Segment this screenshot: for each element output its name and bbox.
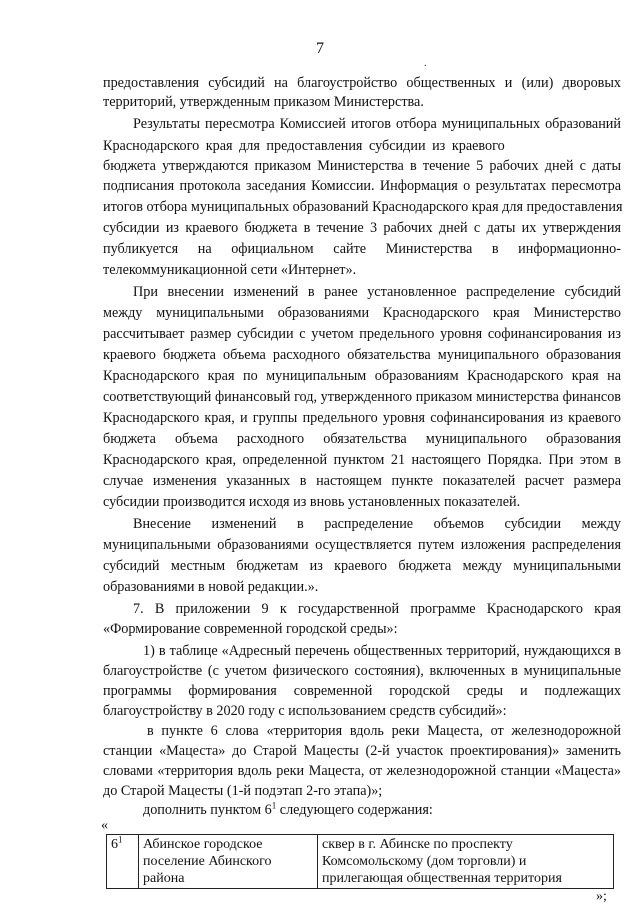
text-line: благоустройстве (с учетом физического состояния), включенных в муниципальные: [103, 663, 621, 679]
text-line: образованиями в новой редакции.».: [103, 579, 319, 595]
text-line: При внесении изменений в ранее установленное распределение субсидий: [133, 284, 621, 300]
stray-mark: .: [424, 58, 427, 69]
row-number-cell: $6^1$: [107, 835, 139, 889]
address-table: [106, 834, 614, 889]
text-line: Краснодарского края для предоставления субсидии из краевого: [103, 138, 505, 154]
text-line: публикуется на официальном сайте Министерства в информационно-: [103, 241, 621, 257]
table-row: [107, 835, 614, 889]
text-line: благоустройству в 2020 году с использованием средств субсидий»:: [103, 703, 507, 719]
text-line: субсидии из краевого бюджета в течение 3 рабочих дней с даты их утверждения: [103, 220, 621, 236]
text-line: Краснодарского края по муниципальным образованиям Краснодарского края на: [103, 368, 621, 384]
text-line: соответствующий финансовый год, утвержденного приказом министерства финансов: [103, 389, 621, 405]
text-line: субсидии производится исходя из вновь установленных показателей.: [103, 494, 521, 510]
text-line: территорий, утвержденным приказом Министерства.: [103, 94, 424, 110]
text-line: муниципальными образованиями осуществляется путем изложения распределения: [103, 537, 621, 553]
text-line: телекоммуникационной сети «Интернет».: [103, 262, 357, 278]
text-line: Результаты пересмотра Комиссией итогов отбора муниципальных образований: [133, 116, 621, 132]
text-line: словами «территория вдоль реки Мацеста, от железнодорожной станции «Мацеста»: [103, 763, 621, 779]
text-line: до Старой Мацесты (1-й подэтап 2-го этапа)»;: [103, 783, 383, 799]
text-line: Краснодарского края, и группы предельного уровня софинансирования из краевого: [103, 410, 621, 426]
page-number: 7: [316, 40, 324, 57]
municipality-cell: Абинское городское поселение Абинского района: [139, 835, 318, 889]
text-line: бюджета объема расходного обязательства муниципального образования: [103, 431, 621, 447]
text-line: Внесение изменений в распределение объемов субсидии между: [133, 516, 621, 532]
opening-quote: «: [101, 818, 108, 833]
text-line: Краснодарского края, определенной пунктом 21 настоящего Порядка. При этом в: [103, 452, 621, 468]
text-line: в пункте 6 слова «территория вдоль реки Мацеста, от железнодорожной: [147, 723, 621, 739]
text-line: подписания протокола заседания Комиссии. Информация о результатах пересмотра: [103, 178, 621, 194]
text-line: 1) в таблице «Адресный перечень общественных территорий, нуждающихся в: [143, 643, 621, 659]
text-line: рассчитывает размер субсидии с учетом предельного уровня софинансирования из: [103, 326, 621, 342]
territory-cell: сквер в г. Абинске по проспекту Комсомольскому (дом торговли) и прилегающая общественная территория: [318, 835, 614, 889]
text-line: предоставления субсидий на благоустройство общественных и (или) дворовых: [103, 75, 621, 91]
text-line: между муниципальными образованиями Краснодарского края Министерство: [103, 305, 621, 321]
text-line: «Формирование современной городской среды»:: [103, 621, 398, 637]
text-line: субсидий местным бюджетам из краевого бюджета между муниципальными: [103, 558, 621, 574]
text-line: случае изменения указанных в настоящем пункте показателей расчет размера: [103, 473, 621, 489]
text-line: бюджета утверждаются приказом Министерства в течение 5 рабочих дней с даты: [103, 158, 621, 174]
text-line: 7. В приложении 9 к государственной программе Краснодарского края: [133, 601, 621, 617]
closing-quote: »;: [596, 889, 607, 904]
add-point-line: дополнить пунктом $6^1$ следующего содержания:: [143, 800, 433, 818]
text-line: станции «Мацеста» до Старой Мацесты (2-й участок проектирования)» заменить: [103, 743, 621, 759]
text-line: краевого бюджета объема расходного обязательства муниципального образования: [103, 347, 621, 363]
text-line: итогов отбора муниципальных образований Краснодарского края для предоставления: [103, 199, 623, 215]
text-line: программы формирования современной городской среды и подлежащих: [103, 683, 621, 699]
